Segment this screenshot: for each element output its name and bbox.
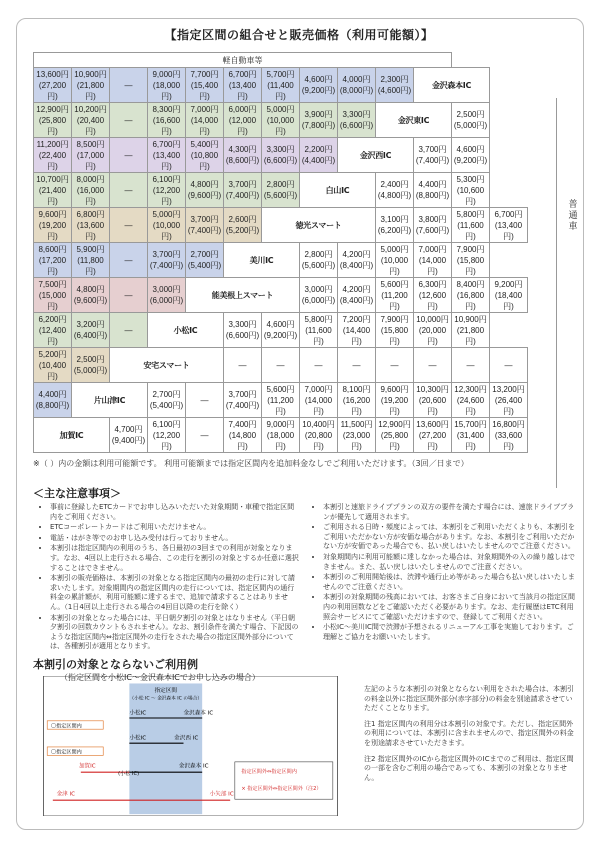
- header-label: 軽自動車等: [34, 53, 452, 68]
- price-cell: —: [110, 313, 148, 348]
- ic-name: 美川IC: [224, 243, 300, 278]
- price-cell: 10,300円 (20,600円): [414, 383, 452, 418]
- ic-name: 加賀IC: [34, 418, 110, 453]
- price-cell: —: [262, 348, 300, 383]
- note-item: • 本割引のご利用開始後は、渋滞や通行止め等があった場合も払い戻しはいたしませんのでご注意ください。: [323, 573, 575, 592]
- price-cell: 3,700円 (7,400円): [414, 138, 452, 173]
- price-cell: 9,200円 (18,400円): [490, 278, 528, 313]
- ic-name: 白山IC: [300, 173, 376, 208]
- example-title: 本割引の対象とならないご利用例: [33, 658, 198, 671]
- note-item: • 対象期間内に利用可能額に達しなかった場合は、対象期間外の入の繰り越しはできません。また、払い戻しはいたしませんのでご注意ください。: [323, 553, 575, 572]
- ic-label: 小矢部 IC: [209, 791, 234, 798]
- price-cell: 4,200円 (8,400円): [338, 278, 376, 313]
- price-cell: 11,500円 (23,000円): [338, 418, 376, 453]
- price-cell: —: [110, 68, 148, 103]
- price-cell: 5,600円 (11,200円): [376, 278, 414, 313]
- price-cell: 3,900円 (7,800円): [300, 103, 338, 138]
- price-cell: —: [300, 348, 338, 383]
- band-sub: （小松 IC 〜 金沢森本 IC の場合）: [129, 696, 203, 702]
- price-cell: 5,800円 (11,600円): [300, 313, 338, 348]
- ic-name: 安宅スマート: [110, 348, 224, 383]
- price-cell: 8,000円 (16,000円): [72, 173, 110, 208]
- price-cell: —: [376, 348, 414, 383]
- price-cell: 4,300円 (8,600円): [224, 138, 262, 173]
- price-cell: —: [110, 103, 148, 138]
- price-cell: 3,000円 (6,000円): [148, 278, 186, 313]
- price-cell: 3,700円 (7,400円): [224, 383, 262, 418]
- price-cell: 5,000円 (10,000円): [376, 243, 414, 278]
- price-cell: 2,300円 (4,600円): [376, 68, 414, 103]
- ic-name: 金沢東IC: [376, 103, 452, 138]
- price-cell: 8,300円 (16,600円): [148, 103, 186, 138]
- price-cell: 9,600円 (19,200円): [34, 208, 72, 243]
- price-cell: 8,400円 (16,800円): [452, 278, 490, 313]
- price-cell: 13,200円 (26,400円): [490, 383, 528, 418]
- note-item: • 本割引と速旅ドライブプランの双方の要件を満たす場合には、速旅ドライブプランが優先して適用されます。: [323, 503, 575, 522]
- price-matrix: [33, 52, 528, 453]
- price-cell: 13,600円 (27,200円): [34, 68, 72, 103]
- price-cell: —: [490, 348, 528, 383]
- note-item: • 事前に登録したETCカードでお申し込みいただいた対象期間・車種で指定区間内をご利用ください。: [50, 503, 300, 522]
- price-cell: 10,200円 (20,400円): [72, 103, 110, 138]
- price-cell: 2,700円 (5,400円): [148, 383, 186, 418]
- price-cell: 6,700円 (13,400円): [490, 208, 528, 243]
- matrix-row: [34, 103, 528, 138]
- notes-right: [313, 503, 575, 643]
- matrix-row: [34, 243, 528, 278]
- note-item: • 本割引は指定区間内の利用のうち、各日最初の3回までの利用が対象となります。なお、4回以上走行される場合、この走行を割引の対象とするか任意に選択することはできません。: [50, 544, 300, 573]
- price-cell: 9,000円 (18,000円): [148, 68, 186, 103]
- price-cell: 7,700円 (15,400円): [186, 68, 224, 103]
- price-cell: 3,700円 (7,400円): [148, 243, 186, 278]
- price-cell: 10,000円 (20,000円): [414, 313, 452, 348]
- price-cell: 3,000円 (6,000円): [300, 278, 338, 313]
- price-cell: 6,800円 (13,600円): [72, 208, 110, 243]
- price-cell: —: [110, 208, 148, 243]
- price-cell: 2,800円 (5,600円): [300, 243, 338, 278]
- price-cell: 6,200円 (12,400円): [34, 313, 72, 348]
- price-cell: 3,700円 (7,400円): [224, 173, 262, 208]
- example-note: 注2 指定区間外のICから指定区間外のICまでのご利用は、指定区間の一部を含むご利用の場合であっても、本割引の対象となりません。: [364, 754, 574, 782]
- price-cell: 4,400円 (8,800円): [34, 383, 72, 418]
- price-cell: 16,800円 (33,600円): [490, 418, 528, 453]
- matrix-row: [34, 68, 528, 103]
- price-cell: 7,000円 (14,000円): [414, 243, 452, 278]
- price-cell: 4,400円 (8,800円): [414, 173, 452, 208]
- price-cell: 4,200円 (8,400円): [338, 243, 376, 278]
- example-note: 注1 指定区間内の利用分は本割引の対象です。ただし、指定区間外の利用については、本割引に含まれませんので、指定区間外の料金を別途請求させていただきます。: [364, 719, 574, 747]
- ic-name: 徳光スマート: [262, 208, 376, 243]
- price-cell: 5,700円 (11,400円): [262, 68, 300, 103]
- price-cell: 7,900円 (15,800円): [452, 243, 490, 278]
- matrix-row: [34, 173, 528, 208]
- price-cell: 5,600円 (11,200円): [262, 383, 300, 418]
- price-cell: 12,900円 (25,800円): [376, 418, 414, 453]
- price-cell: 3,100円 (6,200円): [376, 208, 414, 243]
- price-cell: 4,800円 (9,600円): [72, 278, 110, 313]
- matrix-row: [34, 138, 528, 173]
- price-cell: 8,100円 (16,200円): [338, 383, 376, 418]
- price-cell: 2,800円 (5,600円): [262, 173, 300, 208]
- price-cell: 5,200円 (10,400円): [34, 348, 72, 383]
- price-cell: —: [452, 348, 490, 383]
- price-cell: —: [338, 348, 376, 383]
- price-cell: —: [110, 278, 148, 313]
- example-subtitle: （指定区間を小松IC〜金沢森本ICでお申し込みの場合）: [60, 673, 260, 682]
- price-cell: 5,300円 (10,600円): [452, 173, 490, 208]
- price-cell: 8,600円 (17,200円): [34, 243, 72, 278]
- ic-label: 加賀IC: [78, 763, 96, 770]
- example-note: 左記のような本割引の対象とならない利用をされた場合は、本割引の料金以外に指定区間外部分(赤字部分)の料金を別途請求させていただくことなります。: [364, 685, 574, 713]
- ic-label: 小松IC: [129, 710, 147, 717]
- price-cell: 10,900円 (21,800円): [72, 68, 110, 103]
- ic-label: 金沢西 IC: [174, 735, 199, 742]
- ic-label: 金沢森本 IC: [183, 710, 214, 717]
- price-cell: 8,500円 (17,000円): [72, 138, 110, 173]
- footnote: ※（ ）内の金額は利用可能額です。 利用可能額までは指定区間内を追加料金なしでご利用いただけます。（3回／日まで）: [33, 459, 469, 468]
- price-cell: 4,600円 (9,200円): [300, 68, 338, 103]
- page-title: 【指定区間の組合せと販売価格（利用可能額）】: [164, 28, 434, 42]
- matrix-row: [34, 348, 528, 383]
- price-cell: 6,000円 (12,000円): [224, 103, 262, 138]
- price-cell: 7,200円 (14,400円): [338, 313, 376, 348]
- note-item: • ETCコーポレートカードはご利用いただけません。: [50, 523, 300, 533]
- matrix-row: [34, 313, 528, 348]
- price-cell: —: [186, 383, 224, 418]
- price-cell: 6,100円 (12,200円): [148, 173, 186, 208]
- price-cell: 2,700円 (5,400円): [186, 243, 224, 278]
- price-cell: —: [110, 173, 148, 208]
- note-item: • 本割引の対象期間の残高においては、お客さまご自身において当該月の指定区間内の利用回数などをご確認いただく必要があります。なお、走行履歴はETC利用照会サービスにてご確認いただけますので、登録してご利用ください。: [323, 593, 575, 622]
- price-cell: 6,100円 (12,200円): [148, 418, 186, 453]
- price-cell: 7,000円 (14,000円): [300, 383, 338, 418]
- tag-text: 〇指定区間内: [50, 749, 82, 756]
- example-notes: [364, 685, 574, 789]
- ic-name: 能美根上スマート: [186, 278, 300, 313]
- price-cell: 7,000円 (14,000円): [186, 103, 224, 138]
- price-cell: 5,000円 (10,000円): [262, 103, 300, 138]
- price-cell: 3,200円 (6,400円): [72, 313, 110, 348]
- price-cell: 2,500円 (5,000円): [72, 348, 110, 383]
- side-label: 普通車: [568, 200, 578, 232]
- ic-label: 金沢森本 IC: [178, 763, 209, 770]
- note-item: • 電話・はがき等でのお申し込み受付は行っておりません。: [50, 534, 300, 544]
- matrix-row: [34, 208, 528, 243]
- price-cell: 10,400円 (20,800円): [300, 418, 338, 453]
- price-cell: 12,900円 (25,800円): [34, 103, 72, 138]
- price-cell: 10,900円 (21,800円): [452, 313, 490, 348]
- ic-name: 金沢森本IC: [414, 68, 490, 103]
- price-cell: 12,300円 (24,600円): [452, 383, 490, 418]
- price-cell: 7,900円 (15,800円): [376, 313, 414, 348]
- ic-label: (小松 IC): [118, 770, 140, 777]
- price-cell: 9,000円 (18,000円): [262, 418, 300, 453]
- price-cell: 9,600円 (19,200円): [376, 383, 414, 418]
- matrix-row: [34, 278, 528, 313]
- ic-name: 金沢西IC: [338, 138, 414, 173]
- price-cell: 5,800円 (11,600円): [452, 208, 490, 243]
- price-cell: 3,700円 (7,400円): [186, 208, 224, 243]
- price-cell: 6,700円 (13,400円): [148, 138, 186, 173]
- price-cell: 5,900円 (11,800円): [72, 243, 110, 278]
- section-title: ＜主な注意事項＞: [33, 487, 121, 500]
- ic-name: 片山津IC: [72, 383, 148, 418]
- price-cell: 7,500円 (15,000円): [34, 278, 72, 313]
- matrix-row: [34, 418, 528, 453]
- price-cell: 4,600円 (9,200円): [262, 313, 300, 348]
- note-item: • ご利用される日時・頻度によっては、本割引をご利用いただくよりも、本割引をご利用いただかない方が安価な場合があります。なお、本割引をご利用いただかない方が安価であった場合でも、払い戻しはいたしませんのでご注意ください。: [323, 523, 575, 552]
- price-cell: 2,500円 (5,000円): [452, 103, 490, 138]
- note-item: • 本割引の販売価格は、本割引の対象となる指定区間内の最初の走行に対して請求いたします。対象期間内の指定区間内の走行については、指定区間内の通行料金の累計額が、利用可能額に達するまで、追加で請求することはありません。（1日4回以上走行される場合の4回目以降の走行を除く）: [50, 574, 300, 612]
- price-cell: 4,700円 (9,400円): [110, 418, 148, 453]
- note-item: • 小松IC〜美川IC間で渋滞が予想されるリニューアル工事を実施しております。ご理解とご協力をお願いいたします。: [323, 623, 575, 642]
- ic-label: 金津 IC: [56, 791, 76, 798]
- price-cell: 3,300円 (6,600円): [338, 103, 376, 138]
- note-item: • 本割引の対象となった場合には、平日朝夕割引の対象とはなりません（平日朝夕割引の回数カウントもされません）。なお、割引条件を満たす場合、下記図のような指定区間内⇔指定区間外の走行をされた場合の指定区間外部分については、各種割引が適用となります。: [50, 614, 300, 652]
- ic-name: 小松IC: [148, 313, 224, 348]
- price-cell: 2,600円 (5,200円): [224, 208, 262, 243]
- price-cell: 5,400円 (10,800円): [186, 138, 224, 173]
- notes-left: [40, 503, 300, 653]
- price-cell: 15,700円 (31,400円): [452, 418, 490, 453]
- side-rule: [556, 98, 558, 488]
- price-cell: 3,300円 (6,600円): [224, 313, 262, 348]
- matrix-row: [34, 383, 528, 418]
- price-cell: —: [414, 348, 452, 383]
- ic-label: 小松IC: [129, 735, 147, 742]
- price-cell: 11,200円 (22,400円): [34, 138, 72, 173]
- price-cell: 5,000円 (10,000円): [148, 208, 186, 243]
- price-cell: 2,400円 (4,800円): [376, 173, 414, 208]
- price-cell: 6,300円 (12,600円): [414, 278, 452, 313]
- price-cell: 6,700円 (13,400円): [224, 68, 262, 103]
- example-diagram: [33, 676, 348, 816]
- designated-band: [129, 683, 202, 814]
- price-cell: 4,000円 (8,000円): [338, 68, 376, 103]
- price-cell: 3,300円 (6,600円): [262, 138, 300, 173]
- band-label: 指定区間: [154, 687, 177, 694]
- legend-item: × 指定区間外⇔指定区間外（注2）: [241, 785, 322, 792]
- tag-text: 〇指定区間内: [50, 723, 82, 730]
- legend-item: 指定区間外⇔指定区間内: [241, 769, 297, 776]
- price-cell: —: [186, 418, 224, 453]
- price-cell: —: [110, 138, 148, 173]
- price-cell: 13,600円 (27,200円): [414, 418, 452, 453]
- price-cell: —: [224, 348, 262, 383]
- price-cell: 7,400円 (14,800円): [224, 418, 262, 453]
- price-cell: 4,800円 (9,600円): [186, 173, 224, 208]
- price-cell: 2,200円 (4,400円): [300, 138, 338, 173]
- price-cell: 10,700円 (21,400円): [34, 173, 72, 208]
- price-cell: 4,600円 (9,200円): [452, 138, 490, 173]
- legend-box: [235, 762, 333, 799]
- price-cell: —: [110, 243, 148, 278]
- price-cell: 3,800円 (7,600円): [414, 208, 452, 243]
